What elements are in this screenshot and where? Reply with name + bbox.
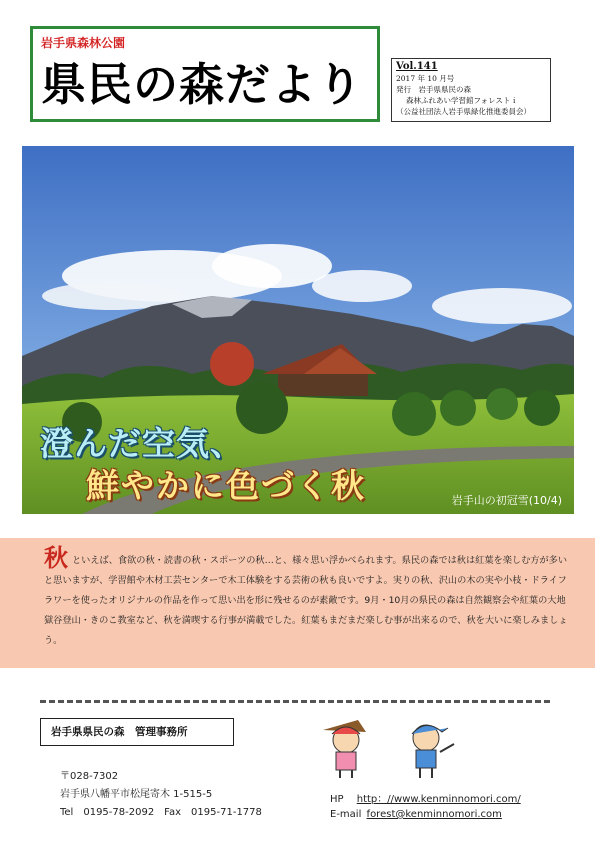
publisher: 発行 岩手県県民の森: [396, 85, 471, 94]
article-body: といえば、食欲の秋・読書の秋・スポーツの秋…と、様々思い浮かべられます。県民の森では秋は紅葉を楽しむ方が多いと思いますが、学習館や木材工芸センターで木工体験をする芸術の秋も良いですよ。実りの秋、沢山の木の実や小枝・ドライフラワーを使ったオリジナルの作品を作って思い出を形に残せるのが素敵です。9月・10月の県民の森は自然観察会や紅葉の大地獄谷登山・きのこ教室など、秋を満喫する行事が満載でした。紅葉もまだまだ楽しむ事が出来るので、秋を大いに楽しみましょう。: [44, 555, 568, 646]
headline-line1: 澄んだ空気、: [40, 424, 244, 463]
article-text: [44, 544, 574, 651]
postal-code: 〒028-7302: [60, 771, 119, 782]
cover-photo: [22, 146, 574, 514]
drop-cap: 秋: [44, 544, 68, 572]
email-link[interactable]: forest@kenminnomori.com: [366, 809, 502, 820]
homepage-line: [330, 790, 521, 805]
hp-label: HP: [330, 794, 344, 805]
email-line: [330, 809, 502, 820]
mascot-illustration: [318, 712, 468, 782]
homepage-link[interactable]: http：//www.kenminnomori.com/: [356, 794, 521, 805]
masthead: [30, 26, 380, 122]
email-label: E-mail: [330, 809, 362, 820]
organization: （公益社団法人岩手県緑化推進委員会）: [396, 107, 531, 116]
photo-caption: 岩手山の初冠雪(10/4): [451, 494, 562, 507]
newsletter-title: 県民の森だより: [41, 58, 364, 111]
park-name: 岩手県森林公園: [41, 36, 126, 50]
facility-name: 森林ふれあい学習館フォレストｉ: [406, 96, 518, 105]
issue-date: 2017 年 10 月号: [396, 74, 455, 83]
phone-fax: Tel 0195-78-2092 Fax 0195-71-1778: [60, 807, 262, 818]
article-band: [0, 538, 595, 668]
issue-info-box: [391, 58, 551, 122]
office-name-box: 岩手県県民の森 管理事務所: [40, 718, 234, 746]
dashed-divider: [40, 700, 550, 703]
address: 岩手県八幡平市松尾寄木 1-515-5: [60, 789, 213, 800]
headline-line2: 鮮やかに色づく秋: [86, 466, 366, 505]
volume-number: Vol.141: [396, 61, 438, 72]
